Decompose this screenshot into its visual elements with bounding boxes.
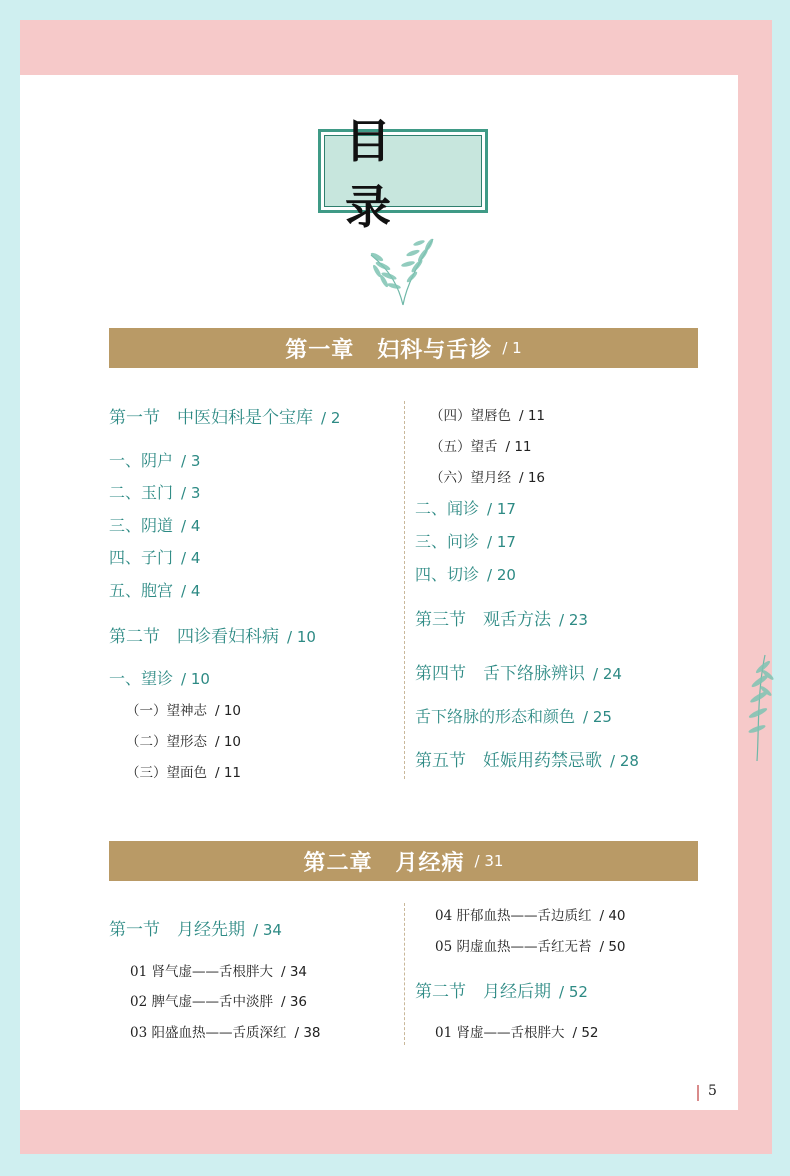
entry-page: / 11 [215,765,242,781]
entry-label: 舌下络脉的形态和颜色 [415,707,576,726]
entry-label: 二、玉门 [109,483,174,502]
toc-entry[interactable] [435,904,626,924]
chapter-2-page: / 31 [474,852,504,870]
entry-label: 三、阴道 [109,516,174,535]
toc-entry[interactable] [126,761,241,781]
entry-page: / 23 [559,611,588,629]
toc-entry[interactable] [415,529,516,552]
entry-label: 01 肾气虚——舌根胖大 [130,964,273,980]
entry-label: （三）望面色 [126,765,207,781]
toc-entry[interactable] [430,404,545,424]
toc-page [20,75,738,1110]
toc-title: 目 录 [324,135,482,207]
entry-page: / 36 [280,994,308,1010]
entry-label: （一）望神志 [126,703,207,719]
entry-page: / 40 [599,908,626,924]
footer-accent-line [697,1085,699,1101]
entry-label: 一、望诊 [109,669,174,688]
toc-entry[interactable] [130,990,307,1010]
entry-page: / 10 [215,734,242,750]
toc-entry[interactable] [435,1021,599,1041]
column-divider [404,401,405,779]
toc-entry[interactable] [109,622,316,647]
entry-label: 三、问诊 [415,532,480,551]
entry-label: 第四节 舌下络脉辨识 [415,664,585,684]
entry-page: / 10 [215,703,242,719]
entry-page: / 20 [487,566,516,584]
toc-entry[interactable] [415,704,612,727]
toc-entry[interactable] [109,915,282,940]
chapter-2-bar[interactable] [109,841,698,881]
entry-page: / 25 [583,708,612,726]
chapter-1-page: / 1 [502,339,522,357]
toc-entry[interactable] [126,699,241,719]
toc-entry[interactable] [109,666,210,689]
column-divider [404,903,405,1045]
entry-label: （五）望舌 [430,439,498,455]
entry-label: 一、阴户 [109,451,174,470]
entry-page: / 16 [519,470,546,486]
entry-page: / 11 [505,439,532,455]
entry-page: / 4 [181,517,201,535]
entry-label: 05 阴虚血热——舌红无苔 [435,939,592,955]
entry-label: 第二节 四诊看妇科病 [109,627,279,647]
toc-entry[interactable] [109,578,200,601]
entry-label: （四）望唇色 [430,408,511,424]
chapter-1-title: 第一章 妇科与舌诊 [285,337,493,363]
toc-entry[interactable] [130,960,307,980]
entry-label: 03 阳盛血热——舌质深红 [130,1025,287,1041]
entry-page: / 11 [519,408,546,424]
entry-page: / 3 [181,484,201,502]
toc-entry[interactable] [415,659,622,684]
toc-entry[interactable] [109,513,200,536]
toc-entry[interactable] [430,466,545,486]
entry-label: 第三节 观舌方法 [415,610,551,630]
toc-entry[interactable] [415,977,588,1002]
toc-entry[interactable] [415,562,516,585]
entry-label: 第五节 妊娠用药禁忌歌 [415,751,602,771]
entry-page: / 28 [610,752,639,770]
entry-label: 四、子门 [109,548,174,567]
toc-entry[interactable] [415,605,588,630]
entry-label: 四、切诊 [415,565,480,584]
entry-page: / 38 [294,1025,321,1041]
entry-label: （六）望月经 [430,470,511,486]
toc-entry[interactable] [109,403,340,428]
entry-label: 第二节 月经后期 [415,982,551,1002]
entry-page: / 52 [559,983,588,1001]
chapter-2-title: 第二章 月经病 [303,850,465,876]
entry-page: / 52 [572,1025,599,1041]
entry-page: / 4 [181,582,201,600]
entry-page: / 50 [599,939,626,955]
entry-page: / 34 [253,921,282,939]
leaf-sprig-icon [363,233,439,309]
page-number: 5 [708,1083,717,1099]
entry-page: / 34 [280,964,308,980]
entry-label: 二、闻诊 [415,499,480,518]
entry-page: / 10 [287,628,316,646]
entry-page: / 4 [181,549,201,567]
toc-entry[interactable] [109,545,200,568]
toc-entry[interactable] [435,935,626,955]
entry-label: （二）望形态 [126,734,207,750]
entry-label: 五、胞宫 [109,581,174,600]
entry-label: 第一节 月经先期 [109,920,245,940]
entry-label: 01 肾虚——舌根胖大 [435,1025,565,1041]
toc-entry[interactable] [126,730,241,750]
toc-title-box [318,114,488,234]
entry-page: / 24 [593,665,622,683]
entry-page: / 17 [487,533,516,551]
entry-page: / 10 [181,670,210,688]
side-leaf-icon [735,653,775,763]
entry-label: 第一节 中医妇科是个宝库 [109,408,313,428]
toc-entry[interactable] [109,480,200,503]
toc-entry[interactable] [415,746,639,771]
entry-label: 02 脾气虚——舌中淡胖 [130,994,273,1010]
toc-entry[interactable] [415,496,516,519]
entry-label: 04 肝郁血热——舌边质红 [435,908,592,924]
toc-entry[interactable] [430,435,532,455]
toc-entry[interactable] [130,1021,321,1041]
toc-entry[interactable] [109,448,200,471]
entry-page: / 17 [487,500,516,518]
chapter-1-bar[interactable] [109,328,698,368]
entry-page: / 2 [321,409,341,427]
entry-page: / 3 [181,452,201,470]
